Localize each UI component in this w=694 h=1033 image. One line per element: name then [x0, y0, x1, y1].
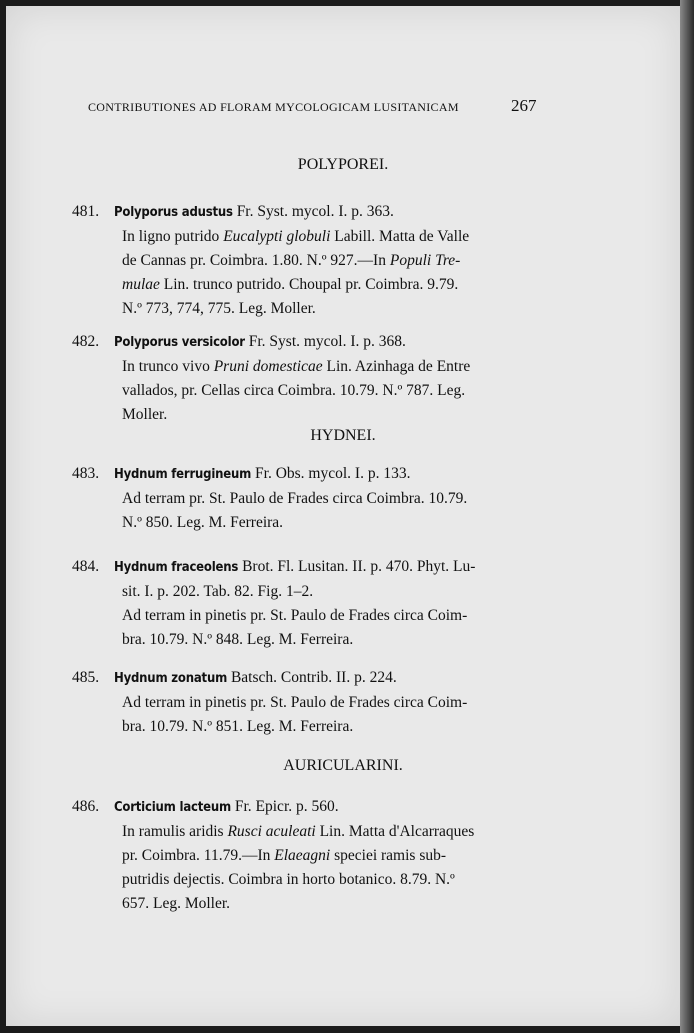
species-name: Polyporus adustus [114, 205, 233, 220]
italic-taxon: Pruni domesticae [213, 358, 323, 375]
entry-heading-line [72, 330, 547, 355]
entry-number: 482. [72, 333, 100, 350]
catalog-entry [72, 666, 547, 739]
entry-text-line: In ramulis aridis Rusci aculeati Lin. Matta d'Alcarraques [122, 823, 475, 840]
entry-number: 481. [72, 203, 100, 220]
catalog-entry [72, 795, 547, 916]
italic-taxon: Eucalypti globuli [223, 228, 331, 245]
entry-text-line: In ligno putrido Eucalypti globuli Labill. Matta de Valle [122, 228, 470, 245]
page-number: 267 [511, 96, 537, 115]
citation: Batsch. Contrib. II. p. 224. [227, 669, 397, 686]
entry-text-line: mulae Lin. trunco putrido. Choupal pr. Coimbra. 9.79. [122, 276, 459, 293]
entry-text-line: sit. I. p. 202. Tab. 82. Fig. 1–2. [122, 583, 314, 600]
entry-number: 484. [72, 558, 100, 575]
citation: Fr. Syst. mycol. I. p. 368. [244, 333, 406, 350]
italic-taxon: Populi Tre- [389, 252, 461, 269]
entry-text-line: vallados, pr. Cellas circa Coimbra. 10.79. N.º 787. Leg. [122, 382, 466, 399]
entry-heading-line [72, 200, 547, 225]
catalog-entry [72, 462, 547, 535]
species-name: Hydnum ferrugineum [114, 467, 252, 482]
entry-text-line: Ad terram in pinetis pr. St. Paulo de Frades circa Coim- [122, 694, 468, 711]
section-heading-auricularini: AURICULARINI. [283, 757, 403, 774]
species-name: Hydnum zonatum [114, 671, 228, 686]
citation: Brot. Fl. Lusitan. II. p. 470. Phyt. Lu- [238, 558, 476, 575]
species-name: Hydnum fraceolens [114, 560, 239, 575]
entry-heading-line [72, 462, 547, 487]
entry-text-line: In trunco vivo Pruni domesticae Lin. Azinhaga de Entre [122, 358, 471, 375]
citation: Fr. Epicr. p. 560. [230, 798, 339, 815]
section-heading-hydnei: HYDNEI. [310, 427, 376, 444]
entry-text-line: de Cannas pr. Coimbra. 1.80. N.º 927.—In Populi Tre- [122, 252, 461, 269]
italic-taxon: Rusci aculeati [227, 823, 316, 840]
entry-text-line: pr. Coimbra. 11.79.—In Elaeagni speciei ramis sub- [122, 847, 447, 864]
entry-heading-line [72, 795, 547, 820]
catalog-entry [72, 330, 547, 427]
catalog-entry [72, 200, 547, 321]
species-name: Corticium lacteum [114, 800, 231, 815]
catalog-entry [72, 555, 547, 652]
section-heading-polyporei: POLYPOREI. [297, 156, 389, 173]
entry-number: 483. [72, 465, 100, 482]
entry-text-line: bra. 10.79. N.º 848. Leg. M. Ferreira. [122, 631, 354, 648]
citation: Fr. Syst. mycol. I. p. 363. [232, 203, 394, 220]
entry-text-line: putridis dejectis. Coimbra in horto botanico. 8.79. N.º [122, 871, 455, 888]
entry-text-line: N.º 850. Leg. M. Ferreira. [122, 514, 284, 531]
entry-text-line: bra. 10.79. N.º 851. Leg. M. Ferreira. [122, 718, 354, 735]
citation: Fr. Obs. mycol. I. p. 133. [251, 465, 411, 482]
running-title: CONTRIBUTIONES AD FLORAM MYCOLOGICAM LUSITANICAM [88, 100, 459, 114]
entry-number: 485. [72, 669, 100, 686]
entry-heading-line [72, 555, 547, 580]
species-name: Polyporus versicolor [114, 335, 245, 350]
entry-number: 486. [72, 798, 100, 815]
page-edge-shadow [680, 0, 694, 1033]
italic-taxon: Elaeagni [274, 847, 331, 864]
entry-text-line: 657. Leg. Moller. [122, 895, 231, 912]
entry-text-line: N.º 773, 774, 775. Leg. Moller. [122, 300, 316, 317]
entry-text-line: Ad terram pr. St. Paulo de Frades circa Coimbra. 10.79. [122, 490, 468, 507]
italic-taxon: mulae [122, 276, 160, 293]
entry-text-line: Ad terram in pinetis pr. St. Paulo de Frades circa Coim- [122, 607, 468, 624]
entry-heading-line [72, 666, 547, 691]
entry-text-line: Moller. [122, 406, 168, 423]
